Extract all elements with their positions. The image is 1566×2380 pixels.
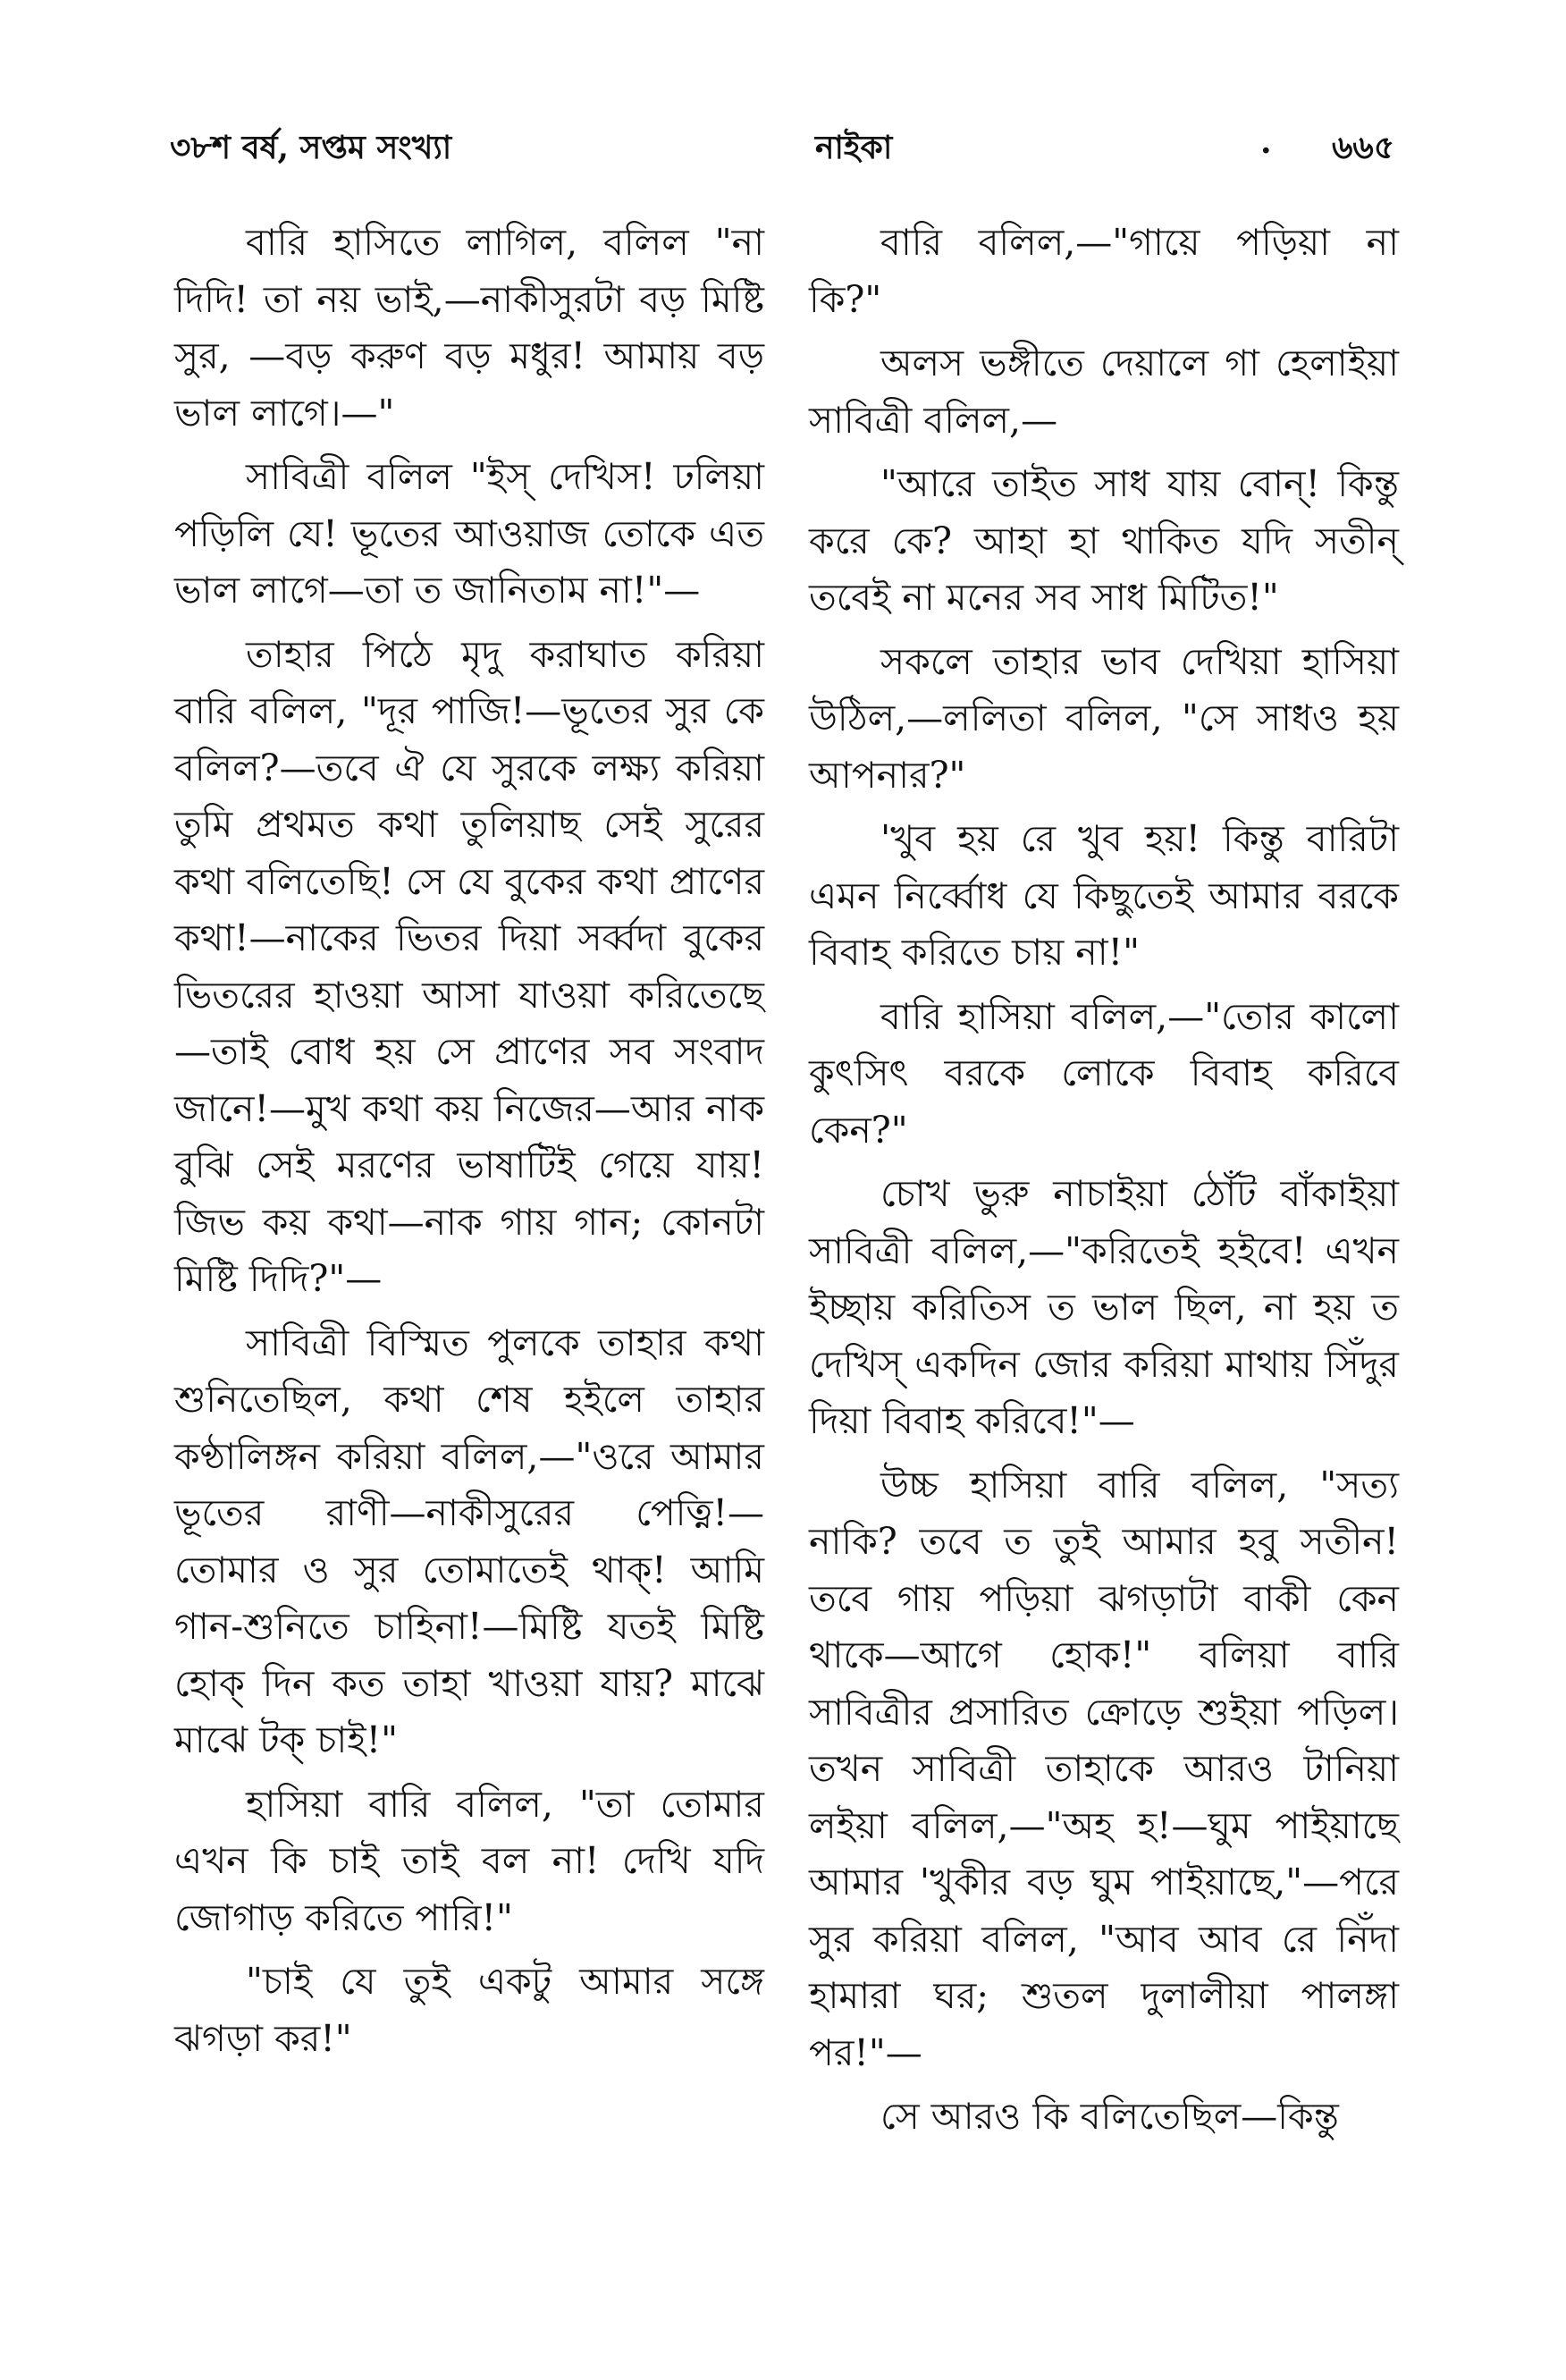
paragraph: সে আরও কি বলিতেছিল—কিন্তু [880,2095,1339,2138]
paragraph: বারি বলিল,—"গায়ে পড়িয়া না কি?" [809,221,1399,321]
paragraph: উচ্চ হাসিয়া বারি বলিল, "সত্য নাকি? তবে ত তুই আমার হবু সতীন! তবে গায় পড়িয়া ঝগড়াটা বাকী কেন থাকে—আগে হোক!" বলিয়া বারি সাবিত্রীর প্রসারিত ক্রোড়ে শুইয়া পড়িল। তখন সাবিত্রী তাহাকে আরও টানিয়া লইয়া বলিল,—"অহ হ!—ঘুম পাইয়াছে আমার 'খুকীর বড় ঘুম পাইয়াছে,"—পরে সুর করিয়া বলিল, "আব আব রে নিঁদা হামারা ঘর; শুতল দুলালীয়া পালঙ্গা পর!"— [809,1463,1399,2074]
journal-issue: ৩৮শ বর্ষ, সপ্তম সংখ্যা [170,129,452,166]
right-column [809,215,1399,2153]
paragraph: অলস ভঙ্গীতে দেয়ালে গা হেলাইয়া সাবিত্রী বলিল,— [809,342,1399,442]
paragraph: তাহার পিঠে মৃদু করাঘাত করিয়া বারি বলিল, "দূর পাজি!—ভূতের সুর কে বলিল?—তবে ঐ যে সুরকে লক্ষ্য করিয়া তুমি প্রথমত কথা তুলিয়াছ সেই সুরের কথা বলিতেছি! সে যে বুকের কথা প্রাণের কথা!—নাকের ভিতর দিয়া সর্ব্বদা বুকের ভিতরের হাওয়া আসা যাওয়া করিতেছে—তাই বোধ হয় সে প্রাণের সব সংবাদ জানে!—মুখ কথা কয় নিজের—আর নাক বুঝি সেই মরণের ভাষাটিই গেয়ে যায়! জিভ কয় কথা—নাক গায় গান; কোনটা মিষ্টি দিদি?"— [174,632,764,1300]
paragraph: সাবিত্রী বলিল "ইস্‌ দেখিস! ঢলিয়া পড়িলি যে! ভূতের আওয়াজ তোকে এত ভাল লাগে—তা ত জানিতাম না!"— [174,455,764,612]
paragraph: "আরে তাইত সাধ যায় বোন্‌! কিন্তু করে কে? আহা হা থাকিত যদি সতীন্‌ তবেই না মনের সব সাধ মিটিত!" [809,462,1399,619]
page-number: ৬৬৫ [1332,129,1395,166]
left-column [174,215,764,2074]
header-dot: . [1260,123,1272,161]
paragraph: বারি হাসিয়া বলিল,—"তোর কালো কুৎসিৎ বরকে লোকে বিবাহ করিবে কেন?" [809,994,1399,1152]
paragraph: হাসিয়া বারি বলিল, "তা তোমার এখন কি চাই তাই বল না! দেখি যদি জোগাড় করিতে পারি!" [174,1782,764,1939]
paragraph: বারি হাসিতে লাগিল, বলিল "না দিদি! তা নয় ভাই,—নাকীসুরটা বড় মিষ্টি সুর, —বড় করুণ বড় মধুর! আমায় বড় ভাল লাগে।—" [174,221,764,435]
paragraph: সাবিত্রী বিস্মিত পুলকে তাহার কথা শুনিতেছিল, কথা শেষ হইলে তাহার কণ্ঠালিঙ্গন করিয়া বলিল,—"ওরে আমার ভূতের রাণী—নাকীসুরের পেত্নি!—তোমার ও সুর তোমাতেই থাক্‌! আমি গান-শুনিতে চাহিনা!—মিষ্টি যতই মিষ্টি হোক্‌ দিন কত তাহা খাওয়া যায়? মাঝে মাঝে টক্‌ চাই!" [174,1321,764,1761]
paragraph: চোখ ভুরু নাচাইয়া ঠোঁট বাঁকাইয়া সাবিত্রী বলিল,—"করিতেই হইবে! এখন ইচ্ছায় করিতিস ত ভাল ছিল, না হয় ত দেখিস্‌ একদিন জোর করিয়া মাথায় সিঁদুর দিয়া বিবাহ করিবে!"— [809,1172,1399,1442]
page-header [170,123,1421,177]
paragraph: "চাই যে তুই একটু আমার সঙ্গে ঝগড়া কর!" [174,1960,764,2060]
paragraph: সকলে তাহার ভাব দেখিয়া হাসিয়া উঠিল,—ললিতা বলিল, "সে সাধও হয় আপনার?" [809,639,1399,797]
running-title: নাইকা [815,129,893,166]
paragraph: 'খুব হয় রে খুব হয়! কিন্তু বারিটা এমন নির্ব্বোধ যে কিছুতেই আমার বরকে বিবাহ করিতে চায় না!" [809,817,1399,974]
